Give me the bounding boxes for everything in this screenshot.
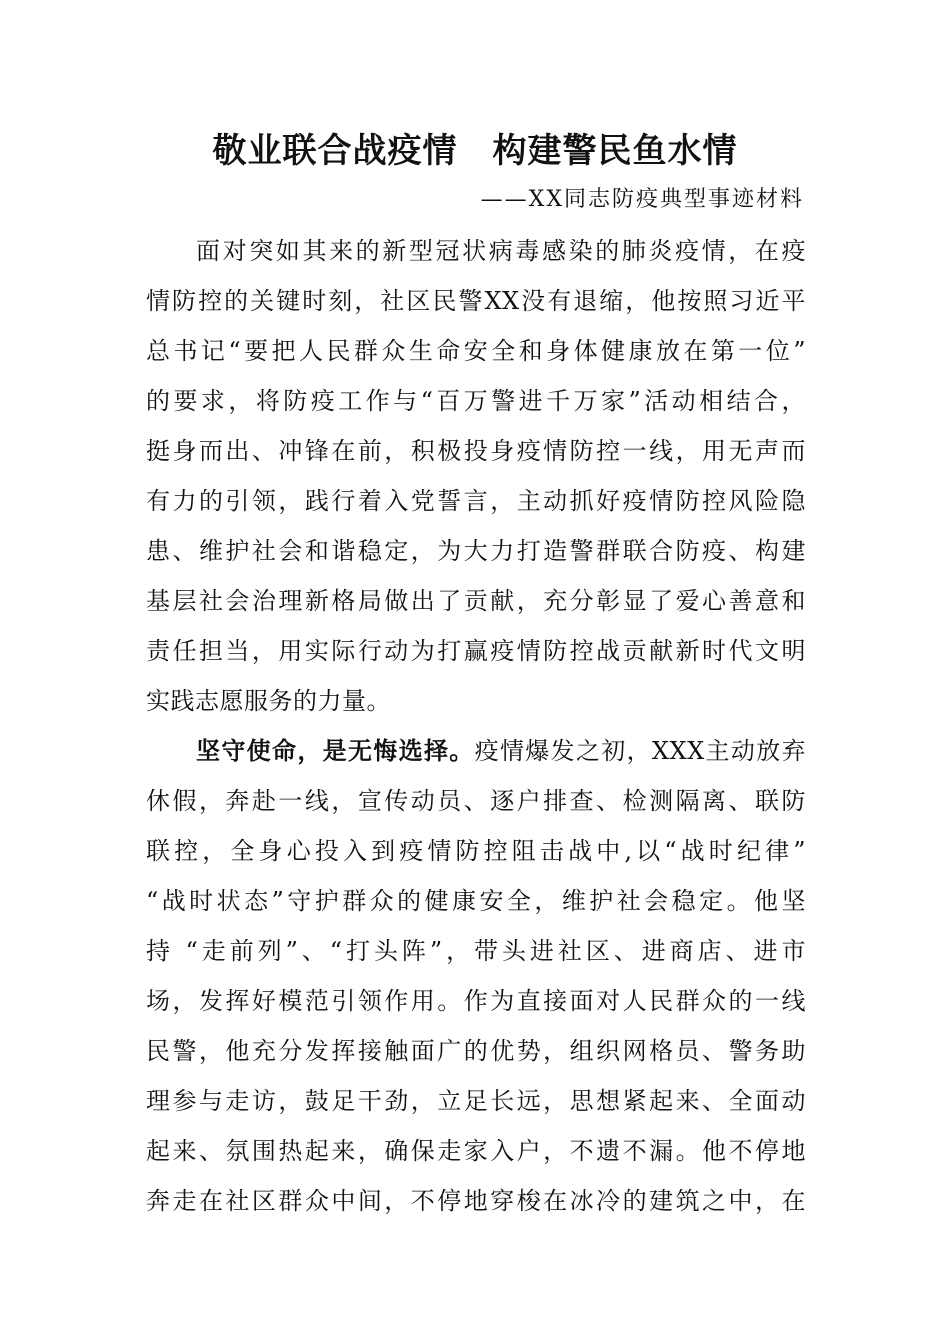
document-title: 敬业联合战疫情 构建警民鱼水情: [212, 131, 738, 171]
paragraph-line: 患、维护社会和谐稳定，为大力打造警群联合防疫、构建: [146, 537, 806, 565]
paragraph-heading: 坚守使命，是无悔选择。: [196, 737, 475, 765]
paragraph-line: 实践志愿服务的力量。: [146, 687, 391, 715]
paragraph-line: 挺身而出、冲锋在前，积极投身疫情防控一线，用无声而: [146, 437, 806, 465]
paragraph-line: 情防控的关键时刻，社区民警XX没有退缩，他按照习近平: [146, 287, 806, 315]
paragraph-line: 面对突如其来的新型冠状病毒感染的肺炎疫情，在疫: [196, 237, 806, 265]
paragraph-line: 有力的引领，践行着入党誓言，主动抓好疫情防控风险隐: [146, 487, 806, 515]
paragraph-line: “战时状态”守护群众的健康安全，维护社会稳定。他坚: [146, 887, 806, 915]
paragraph-line: 基层社会治理新格局做出了贡献，充分彰显了爱心善意和: [146, 587, 806, 615]
paragraph-line: 联控，全身心投入到疫情防控阻击战中,以“战时纪律”: [146, 837, 806, 865]
paragraph-line: 持 “走前列”、“打头阵”，带头进社区、进商店、进市: [146, 937, 806, 965]
paragraph-1: [146, 226, 806, 726]
paragraph-2: [146, 726, 806, 1226]
paragraph-line: 休假，奔赴一线，宣传动员、逐户排查、检测隔离、联防: [146, 787, 806, 815]
paragraph-line: 理参与走访，鼓足干劲，立足长远，思想紧起来、全面动: [146, 1087, 806, 1115]
paragraph-text: 疫情爆发之初，XXX主动放弃: [474, 737, 806, 765]
paragraph-line: 责任担当，用实际行动为打赢疫情防控战贡献新时代文明: [146, 637, 806, 665]
paragraph-line: 场，发挥好模范引领作用。作为直接面对人民群众的一线: [146, 987, 806, 1015]
paragraph-line: 民警，他充分发挥接触面广的优势，组织网格员、警务助: [146, 1037, 806, 1065]
paragraph-line: 起来、氛围热起来，确保走家入户，不遗不漏。他不停地: [146, 1137, 806, 1165]
document-subtitle: ——XX同志防疫典型事迹材料: [480, 187, 804, 212]
paragraph-line: 奔走在社区群众中间，不停地穿梭在冰冷的建筑之中，在: [146, 1187, 806, 1215]
paragraph-line: 总书记“要把人民群众生命安全和身体健康放在第一位”: [146, 337, 806, 365]
paragraph-line: [146, 726, 806, 776]
paragraph-line: 的要求，将防疫工作与“百万警进千万家”活动相结合，: [146, 387, 806, 415]
